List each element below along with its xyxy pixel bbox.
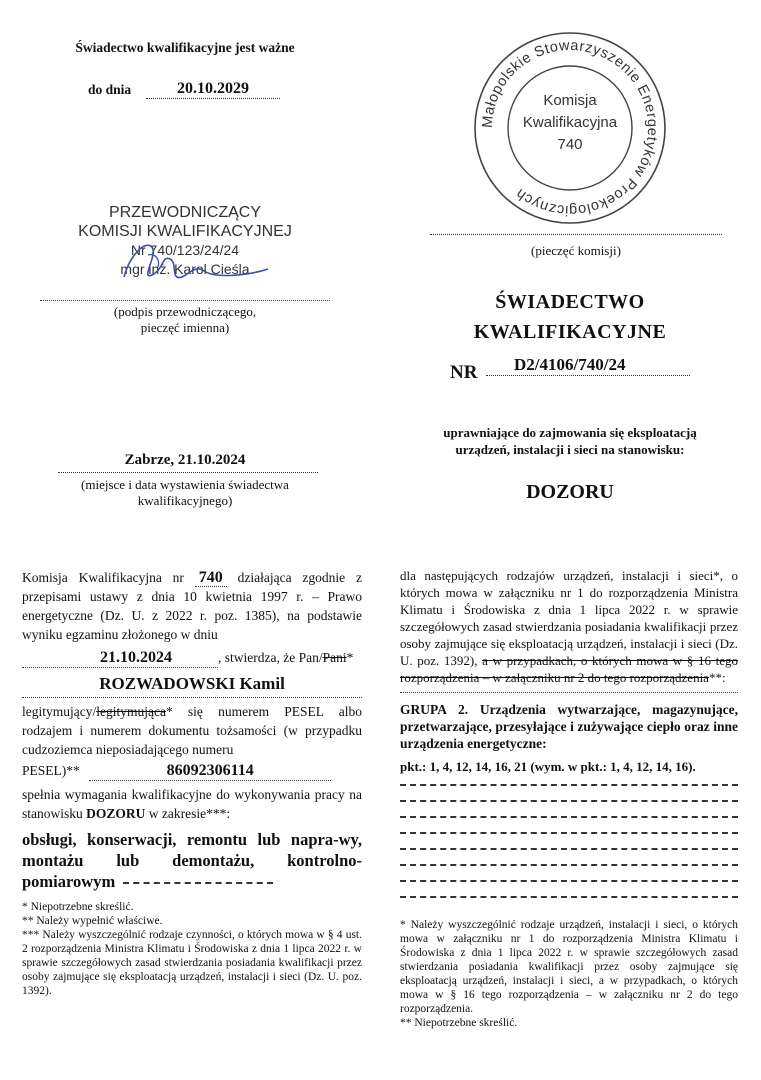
left-fn1: * Niepotrzebne skreślić. <box>22 901 134 913</box>
right-separator <box>400 690 738 693</box>
scope-value: obsługi, konserwacji, remontu lub napra-wy, montażu lub demontażu, kontrolno-pomiarowym <box>22 830 362 891</box>
right-fn2: ** Niepotrzebne skreślić. <box>400 1017 518 1029</box>
stamp-line3: 740 <box>557 136 583 153</box>
legit-strike: legitymująca <box>96 704 166 719</box>
nr-label: NR <box>450 362 478 383</box>
validity-line: Świadectwo kwalifikacyjne jest ważne <box>75 40 295 55</box>
certificate-title <box>400 287 740 347</box>
commission-stamp-caption: (pieczęć komisji) <box>531 243 621 258</box>
commission-number: 740 <box>195 569 227 587</box>
blank-line <box>400 864 738 866</box>
right-footnotes <box>400 918 738 1030</box>
chairman-number: Nr 740/123/24/24 <box>130 242 240 258</box>
intro-pre: Komisja Kwalifikacyjna nr <box>22 570 184 585</box>
right-intro-strike: a w przypadkach, o których mowa w § 16 tego rozporządzenia – w załączniku nr 2 do tego rozporządzenia <box>400 653 738 685</box>
signature-line <box>40 298 330 301</box>
legit-post: * się numerem PESEL albo rodzajem i numerem dokumentu tożsamości (w przypadku cudzoziemca nieposiadającego numeru <box>22 704 362 757</box>
right-intro-text: dla następujących rodzajów urządzeń, instalacji i sieci*, o których mowa w załączniku nr 1 do rozporządzenia Ministra Klimatu i Środowiska z dnia 1 lipca 2022 r. w sprawie szczegółowych zasad stwierdzania posiadania kwalifikacji przez osoby zajmujące się eksploatacją urządzeń, instalacji i sieci (Dz. U. poz. 1392), <box>400 568 738 668</box>
issue-place-date: Zabrze, 21.10.2024 <box>124 452 246 468</box>
stamp-ring-text: Małopolskie Stowarzyszenie Energetyków Proekologicznych <box>479 37 661 219</box>
stamp-line1: Komisja <box>543 92 597 109</box>
blank-line <box>400 848 738 850</box>
right-intro-star: **: <box>708 670 726 685</box>
left-fn3: *** Należy wyszczególnić rodzaje czynności, o których mowa w § 4 ust. 2 rozporządzenia Ministra Klimatu i Środowiska z dnia 1 lipca 2022 r. w sprawie szczegółowych zasad stwierdzania posiadania kwalifikacji przez osoby zajmujące się eksploatacją urządzeń, instalacji i sieci (Dz. U. poz. 1392). <box>22 929 362 997</box>
left-fn2: ** Należy wypełnić właściwe. <box>22 915 163 927</box>
signature-icon <box>100 225 300 295</box>
holder-name: ROZWADOWSKI Kamil <box>99 674 285 693</box>
left-footnotes <box>22 900 362 998</box>
right-fn1: * Należy wyszczególnić rodzaje urządzeń, instalacji i sieci, o których mowa w załączniku nr 1 do rozporządzenia Ministra Klimatu i Środowiska z dnia 1 lipca 2022 r. w sprawie szczegółowych zasad stwierdzania posiadania kwalifikacji przez osoby zajmujące się eksploatacją urządzeń, instalacji i sieci, a w przypadkach, o których mowa w § 16 tego rozporządzenia – w załączniku nr 2 do tego rozporządzenia. <box>400 919 738 1015</box>
right-body <box>400 567 738 1030</box>
states-star: * <box>346 650 354 665</box>
exam-date: 21.10.2024 <box>22 648 218 668</box>
meets-pre: spełnia wymagania kwalifikacyjne do wykonywania pracy na stanowisku <box>22 787 362 821</box>
states-strike: Pani <box>322 650 347 665</box>
left-body <box>22 568 362 998</box>
entitles-text: uprawniające do zajmowania się eksploatacją urządzeń, instalacji i sieci na stanowisku: <box>443 425 697 457</box>
meets-post: w zakresie***: <box>148 806 231 821</box>
blank-line <box>400 816 738 818</box>
intro-post: działająca zgodnie z przepisami ustawy z dnia 10 kwietnia 1997 r. – Prawo energetyczne (Dz. U. z 2022 r. poz. 1385), na podstawie wyniku egzaminu złożonego w dniu <box>22 570 363 642</box>
right-intro <box>400 567 738 686</box>
title-line1: ŚWIADECTWO <box>495 291 645 313</box>
blank-lines <box>400 784 738 898</box>
name-line <box>22 695 362 698</box>
title-line2: KWALIFIKACYJNE <box>473 321 667 343</box>
validity-date: 20.10.2029 <box>146 80 280 99</box>
pesel-row <box>22 761 362 781</box>
blank-line <box>400 832 738 834</box>
validity-until-label: do dnia <box>88 82 132 97</box>
left-intro <box>22 568 362 644</box>
blank-line <box>400 800 738 802</box>
blank-line <box>400 784 738 786</box>
states-text: , stwierdza, że Pan/ <box>218 650 323 665</box>
blank-line <box>400 880 738 882</box>
chairman-committee: KOMISJI KWALIFIKACYJNEJ <box>78 223 292 240</box>
issue-caption: (miejsce i data wystawienia świadectwa kwalifikacyjnego) <box>81 477 289 508</box>
commission-stamp-line <box>430 232 722 235</box>
scope-text <box>22 829 362 892</box>
points-text: pkt.: 1, 4, 12, 14, 16, 21 (wym. w pkt.: 1, 4, 12, 14, 16). <box>400 759 696 774</box>
chairman-name: mgr inż. Karol Cieśla <box>120 261 250 277</box>
meets-text <box>22 785 362 823</box>
group-text: GRUPA 2. Urządzenia wytwarzające, magazynujące, przetwarzające, przesyłające i zużywające ciepło oraz inne urządzenia energetyczne: <box>400 702 738 751</box>
commission-stamp <box>470 28 670 228</box>
certificate-number: D2/4106/740/24 <box>486 355 690 376</box>
scope-dash <box>123 882 273 884</box>
pesel-label: PESEL)** <box>22 763 80 778</box>
chairman-title: PRZEWODNICZĄCY <box>109 204 261 221</box>
position-title: DOZORU <box>526 481 614 503</box>
issue-line <box>58 470 318 473</box>
pesel-value: 86092306114 <box>89 761 331 781</box>
stamp-line2: Kwalifikacyjna <box>522 114 618 131</box>
legit-text <box>22 702 362 759</box>
signature-caption: (podpis przewodniczącego, pieczęć imienna) <box>113 304 257 335</box>
exam-date-row <box>22 648 362 668</box>
legit-pre: legitymujący/ <box>22 704 97 719</box>
meets-position: DOZORU <box>86 806 146 821</box>
blank-line <box>400 896 738 898</box>
